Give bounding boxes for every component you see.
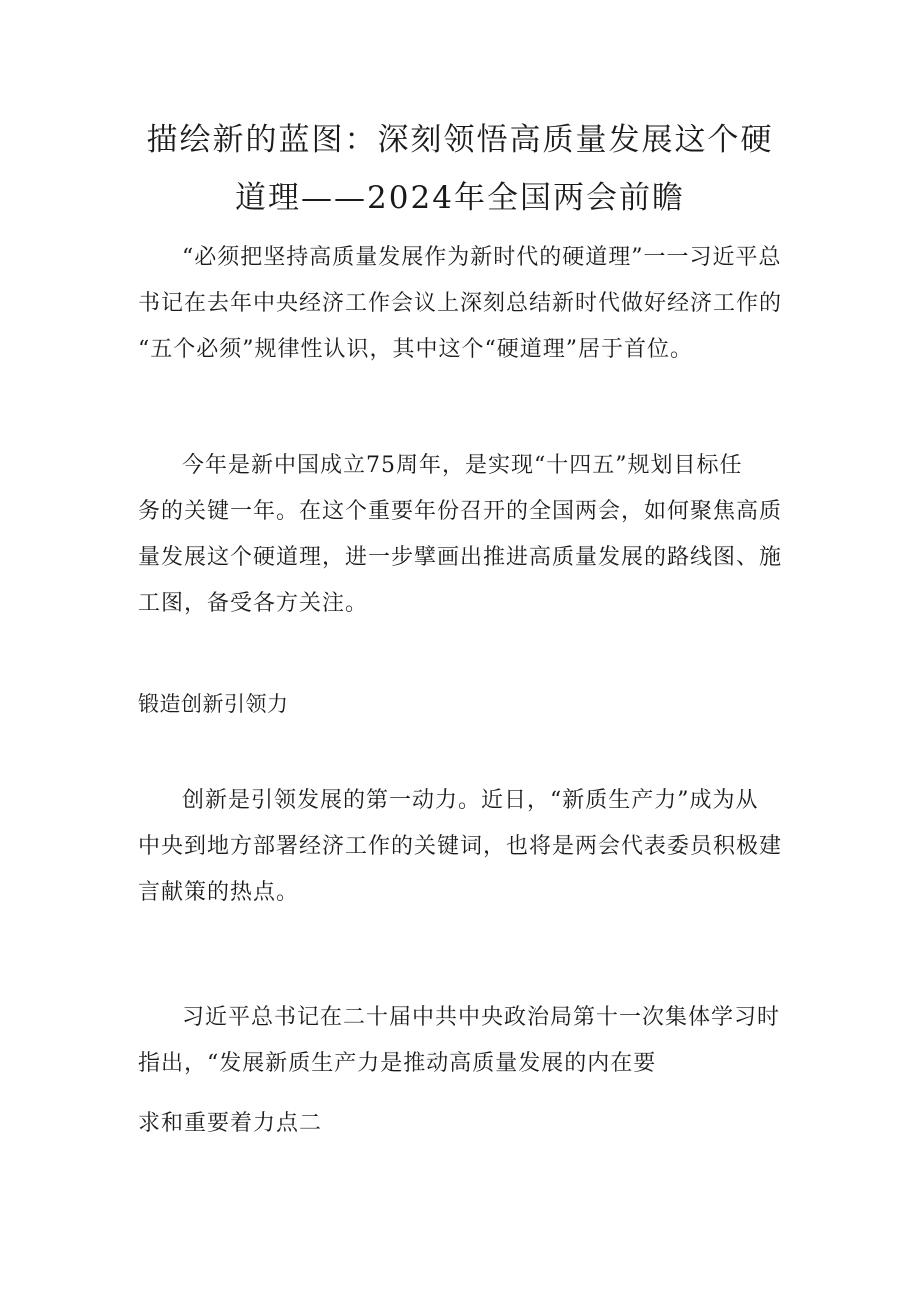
paragraph-line: 量发展这个硬道理，进一步擘画出推进高质量发展的路线图、施 <box>138 545 783 570</box>
paragraph-background <box>138 443 798 627</box>
document-title-line-2: 道理——2024年全国两会前瞻 <box>235 180 685 216</box>
paragraph-line: 中央到地方部署经济工作的关键词，也将是两会代表委员积极建 <box>138 834 783 859</box>
paragraph-line: 创新是引领发展的第一动力。近日，“新质生产力”成为从 <box>182 788 759 813</box>
paragraph-line: “必须把坚持高质量发展作为新时代的硬道理”一一习近平总 <box>182 245 782 270</box>
paragraph-line: 指出，“发展新质生产力是推动高质量发展的内在要 <box>138 1051 657 1076</box>
section-heading: 锻造创新引领力 <box>138 692 289 716</box>
paragraph-line: 言献策的热点。 <box>138 880 300 905</box>
paragraph-line: 习近平总书记在二十届中共中央政治局第十一次集体学习时 <box>182 1005 781 1030</box>
paragraph-line: 今年是新中国成立75周年，是实现“十四五”规划目标任 <box>182 453 743 478</box>
paragraph-line: 书记在去年中央经济工作会议上深刻总结新时代做好经济工作的 <box>138 291 783 316</box>
paragraph-innovation <box>138 778 798 916</box>
paragraph-quote <box>138 995 798 1147</box>
paragraph-line: 工图，备受各方关注。 <box>138 591 369 616</box>
paragraph-line: 务的关键一年。在这个重要年份召开的全国两会，如何聚焦高质 <box>138 499 783 524</box>
paragraph-line: “五个必须”规律性认识，其中这个“硬道理”居于首位。 <box>138 337 693 362</box>
paragraph-line: 求和重要着力点二 <box>138 1111 323 1136</box>
paragraph-intro <box>138 235 798 373</box>
document-title-line-1: 描绘新的蓝图：深刻领悟高质量发展这个硬 <box>146 122 774 158</box>
